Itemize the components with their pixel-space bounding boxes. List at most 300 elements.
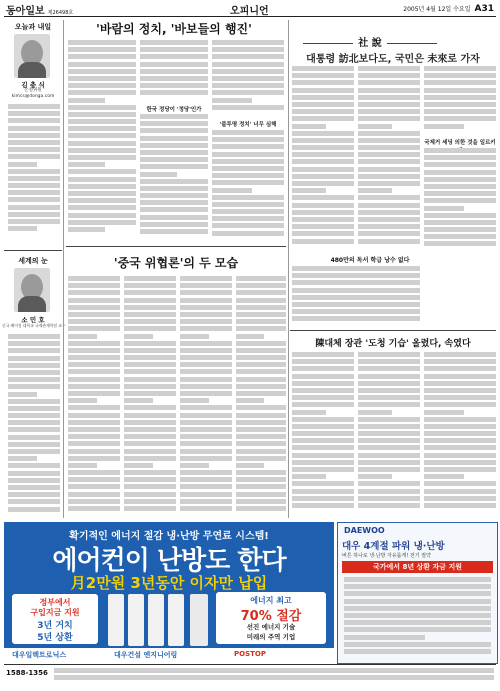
text-line (180, 362, 232, 367)
text-line (124, 312, 176, 317)
column-rule (288, 20, 289, 518)
text-line (424, 410, 464, 415)
brand-logo: POSTOP (234, 650, 266, 658)
text-line (292, 467, 354, 472)
text-line (8, 348, 60, 353)
text-line (124, 463, 153, 468)
text-line (8, 205, 60, 210)
text-line (180, 355, 232, 360)
text-line (358, 116, 420, 121)
footer-body (54, 668, 494, 688)
article1-body-col1 (68, 40, 136, 240)
text-line (140, 83, 208, 88)
article2-body-col4 (236, 276, 286, 516)
text-line (68, 169, 136, 174)
text-line (180, 290, 232, 295)
columnist-photo-1 (14, 34, 50, 78)
text-line (292, 224, 354, 229)
text-line (124, 283, 176, 288)
page-number: A31 (474, 4, 494, 14)
text-line (180, 434, 232, 439)
text-line (8, 183, 60, 188)
text-line (8, 384, 60, 389)
text-line (124, 477, 176, 482)
text-line (124, 484, 176, 489)
text-line (424, 481, 496, 486)
text-line (212, 188, 252, 193)
text-line (8, 356, 60, 361)
text-line (212, 76, 284, 81)
text-line (292, 453, 354, 458)
text-line (292, 124, 326, 129)
date-line (403, 4, 494, 14)
text-line (180, 420, 232, 425)
text-line (68, 141, 136, 146)
text-line (358, 73, 420, 78)
text-line (180, 334, 209, 339)
text-line (292, 460, 354, 465)
text-line (344, 627, 491, 632)
text-line (180, 477, 232, 482)
text-line (344, 577, 491, 582)
text-line (292, 431, 354, 436)
text-line (68, 62, 136, 67)
text-line (424, 148, 496, 153)
text-line (8, 471, 60, 476)
text-line (358, 359, 420, 364)
text-line (236, 506, 286, 511)
text-line (8, 341, 60, 346)
text-line (358, 438, 420, 443)
column-title-world: 세계의 눈 (18, 257, 48, 265)
text-line (212, 98, 252, 103)
text-line (8, 370, 60, 375)
text-line (8, 399, 60, 404)
text-line (292, 266, 420, 271)
divider (290, 330, 496, 331)
text-line (140, 229, 208, 234)
text-line (344, 599, 491, 604)
text-line (8, 413, 60, 418)
text-line (180, 319, 232, 324)
text-line (8, 118, 60, 123)
text-line (8, 499, 60, 504)
text-line (236, 499, 286, 504)
text-line (140, 47, 208, 52)
text-line (140, 179, 208, 184)
text-line (358, 352, 420, 357)
text-line (124, 341, 176, 346)
ad-brand-strip (4, 648, 334, 662)
text-line (292, 481, 354, 486)
text-line (68, 283, 120, 288)
text-line (236, 355, 286, 360)
divider (4, 250, 62, 251)
ad-right-headline: 대우 4계절 파워 냉·난방 (342, 541, 445, 552)
text-line (292, 309, 420, 314)
ad-box-left-line: 구입지금 지원 (30, 608, 80, 617)
text-line (358, 131, 420, 136)
text-line (180, 283, 232, 288)
text-line (358, 431, 420, 436)
ad-daewoo[interactable] (337, 522, 498, 664)
article1-subhead-1: 한국 정당이 '정당'인가 (146, 107, 202, 113)
text-line (358, 410, 392, 415)
text-line (68, 148, 136, 153)
text-line (212, 159, 284, 164)
text-line (180, 463, 209, 468)
text-line (358, 503, 420, 508)
text-line (68, 133, 136, 138)
text-line (68, 227, 105, 232)
text-line (68, 377, 120, 382)
text-line (68, 105, 136, 110)
text-line (124, 499, 176, 504)
text-line (140, 150, 208, 155)
text-line (236, 341, 286, 346)
ad-box-right-line: 에너지 최고 (250, 596, 292, 605)
text-line (54, 668, 494, 673)
text-line (292, 167, 354, 172)
text-line (180, 341, 232, 346)
text-line (68, 484, 120, 489)
text-line (358, 374, 420, 379)
text-line (68, 355, 120, 360)
text-line (358, 210, 420, 215)
product-image (168, 594, 184, 646)
section-title: 오피니언 (230, 6, 269, 17)
issue-date: 2005년 4월 12일 수요일 (403, 6, 471, 13)
text-line (180, 305, 232, 310)
text-line (140, 76, 208, 81)
text-line (68, 305, 120, 310)
header-rule (4, 16, 496, 17)
text-line (124, 405, 176, 410)
text-line (212, 40, 284, 45)
text-line (358, 174, 420, 179)
text-line (68, 420, 120, 425)
text-line (212, 62, 284, 67)
text-line (68, 205, 136, 210)
text-line (424, 381, 496, 386)
text-line (68, 499, 120, 504)
text-line (424, 460, 496, 465)
editorial1-body-col3 (424, 66, 496, 134)
text-line (292, 239, 354, 244)
text-line (358, 109, 420, 114)
editorial1-body-col2 (358, 66, 420, 252)
text-line (424, 155, 496, 160)
editorial-side-subhead: 국제거 세딩 의한 것을 일르키 (424, 140, 496, 146)
text-line (236, 405, 286, 410)
text-line (68, 119, 136, 124)
text-line (424, 162, 496, 167)
text-line (358, 395, 420, 400)
text-line (180, 398, 209, 403)
text-line (68, 391, 120, 396)
text-line (68, 54, 136, 59)
text-line (424, 177, 496, 182)
text-line (344, 649, 491, 654)
text-line (124, 456, 176, 461)
text-line (140, 54, 208, 59)
text-line (140, 114, 208, 119)
article2-headline: '중국 위협론'의 두 모습 (113, 256, 239, 270)
text-line (180, 413, 232, 418)
column-body-today (8, 104, 60, 234)
text-line (292, 73, 354, 78)
text-line (424, 402, 496, 407)
text-line (8, 406, 60, 411)
text-line (212, 180, 284, 185)
text-line (140, 172, 177, 177)
text-line (424, 213, 496, 218)
ad-box-right-line: 선진 에너지 기술 (246, 623, 296, 631)
text-line (124, 449, 176, 454)
text-line (8, 334, 60, 339)
text-line (292, 80, 354, 85)
text-line (180, 348, 232, 353)
masthead (6, 2, 73, 17)
ad-box-left-line: 정부에서 (39, 598, 71, 607)
text-line (8, 456, 37, 461)
article1-body-col3a (212, 40, 284, 116)
text-line (8, 197, 60, 202)
text-line (358, 181, 420, 186)
text-line (124, 276, 176, 281)
text-line (292, 181, 354, 186)
article1-headline: '바람의 정치, '바보들의 행진' (96, 22, 252, 36)
text-line (8, 169, 60, 174)
product-image (108, 594, 124, 646)
text-line (180, 470, 232, 475)
text-line (54, 675, 494, 680)
text-line (424, 80, 496, 85)
text-line (236, 369, 286, 374)
text-line (8, 507, 60, 512)
daewoo-logo: DAEWOO (344, 526, 385, 535)
text-line (8, 492, 60, 497)
text-line (180, 449, 232, 454)
text-line (236, 290, 286, 295)
text-line (212, 130, 284, 135)
text-line (292, 474, 326, 479)
text-line (180, 405, 232, 410)
text-line (236, 377, 286, 382)
ad-right-banner: 국가에서 8년 상환 자금 지원 (342, 561, 493, 573)
text-line (424, 95, 496, 100)
text-line (68, 191, 136, 196)
text-line (124, 413, 176, 418)
text-line (424, 374, 496, 379)
article1-body-col3b (212, 130, 284, 240)
text-line (424, 198, 496, 203)
ad-tagline: 확기적인 에너지 절감 냉·난방 무연료 시스템! (69, 531, 269, 542)
text-line (68, 348, 120, 353)
text-line (140, 186, 208, 191)
text-line (292, 438, 354, 443)
text-line (424, 395, 496, 400)
text-line (358, 453, 420, 458)
text-line (212, 105, 284, 110)
columnist-photo-2 (14, 268, 50, 312)
text-line (180, 427, 232, 432)
text-line (124, 427, 176, 432)
ad-subline: 月2만원 3년동안 이자만 납입 (70, 574, 268, 592)
text-line (236, 456, 286, 461)
text-line (180, 484, 232, 489)
text-line (68, 90, 136, 95)
article1-body-col2a (140, 40, 208, 102)
text-line (292, 88, 354, 93)
text-line (124, 298, 176, 303)
text-line (124, 506, 176, 511)
text-line (236, 348, 286, 353)
text-line (68, 441, 120, 446)
text-line (358, 489, 420, 494)
text-line (424, 234, 496, 239)
article1-body-col2b (140, 114, 208, 240)
brand-logo: 대우일렉트로닉스 (12, 651, 67, 659)
text-line (236, 441, 286, 446)
text-line (140, 215, 208, 220)
text-line (424, 431, 496, 436)
text-line (8, 392, 37, 397)
text-line (124, 441, 176, 446)
text-line (358, 159, 420, 164)
text-line (68, 76, 136, 81)
text-line (212, 83, 284, 88)
text-line (212, 144, 284, 149)
text-line (140, 157, 208, 162)
text-line (124, 305, 176, 310)
text-line (8, 140, 60, 145)
text-line (424, 496, 496, 501)
text-line (68, 126, 136, 131)
text-line (424, 352, 496, 357)
text-line (292, 273, 420, 278)
ad-box-right-line: 70% 절감 (240, 609, 302, 624)
text-line (68, 155, 136, 160)
text-line (236, 305, 286, 310)
article2-body-col3 (180, 276, 232, 516)
ad-box-left (12, 594, 98, 644)
text-line (68, 369, 120, 374)
column-body-world (8, 334, 60, 516)
text-line (124, 492, 176, 497)
text-line (8, 449, 60, 454)
text-line (8, 133, 60, 138)
text-line (124, 398, 153, 403)
text-line (292, 145, 354, 150)
text-line (358, 388, 420, 393)
text-line (180, 506, 232, 511)
text-line (236, 463, 264, 468)
text-line (180, 276, 232, 281)
text-line (8, 219, 60, 224)
text-line (8, 363, 60, 368)
text-line (358, 167, 420, 172)
text-line (212, 47, 284, 52)
text-line (424, 191, 496, 196)
article2-body-col2 (124, 276, 176, 516)
text-line (358, 460, 420, 465)
text-line (140, 69, 208, 74)
text-line (292, 188, 326, 193)
text-line (8, 111, 60, 116)
text-line (424, 170, 496, 175)
text-line (180, 391, 232, 396)
text-line (180, 326, 232, 331)
text-line (140, 193, 208, 198)
text-line (236, 420, 286, 425)
text-line (424, 220, 496, 225)
text-line (424, 438, 496, 443)
text-line (236, 391, 286, 396)
editorial1-body-col3b (424, 148, 496, 252)
text-line (68, 326, 120, 331)
text-line (68, 492, 120, 497)
text-line (68, 506, 120, 511)
text-line (344, 620, 491, 625)
ad-box-right (216, 592, 326, 644)
text-line (236, 434, 286, 439)
text-line (180, 384, 232, 389)
text-line (292, 109, 354, 114)
editorial2-body-col1 (292, 352, 354, 516)
text-line (8, 435, 60, 440)
text-line (68, 470, 120, 475)
column-title-today: 오늘과 내일 (14, 23, 52, 31)
text-line (140, 90, 208, 95)
text-line (424, 88, 496, 93)
text-line (124, 434, 176, 439)
text-line (424, 453, 496, 458)
text-line (140, 207, 208, 212)
text-line (292, 280, 420, 285)
text-line (424, 184, 496, 189)
text-line (236, 470, 286, 475)
text-line (68, 112, 136, 117)
text-line (358, 424, 420, 429)
text-line (292, 417, 354, 422)
text-line (180, 492, 232, 497)
ad-airconditioner[interactable] (4, 522, 334, 662)
text-line (424, 116, 496, 121)
text-line (124, 369, 176, 374)
text-line (358, 124, 392, 129)
text-line (236, 283, 286, 288)
text-line (8, 154, 60, 159)
text-line (424, 124, 464, 129)
text-line (8, 420, 60, 425)
text-line (424, 66, 496, 71)
column-rule (63, 20, 64, 518)
text-line (180, 298, 232, 303)
text-line (140, 136, 208, 141)
text-line (358, 474, 392, 479)
text-line (424, 417, 496, 422)
text-line (358, 88, 420, 93)
text-line (358, 217, 420, 222)
text-line (124, 391, 176, 396)
text-line (292, 352, 354, 357)
text-line (424, 424, 496, 429)
text-line (68, 198, 136, 203)
text-line (358, 445, 420, 450)
text-line (68, 319, 120, 324)
product-image (148, 594, 164, 646)
